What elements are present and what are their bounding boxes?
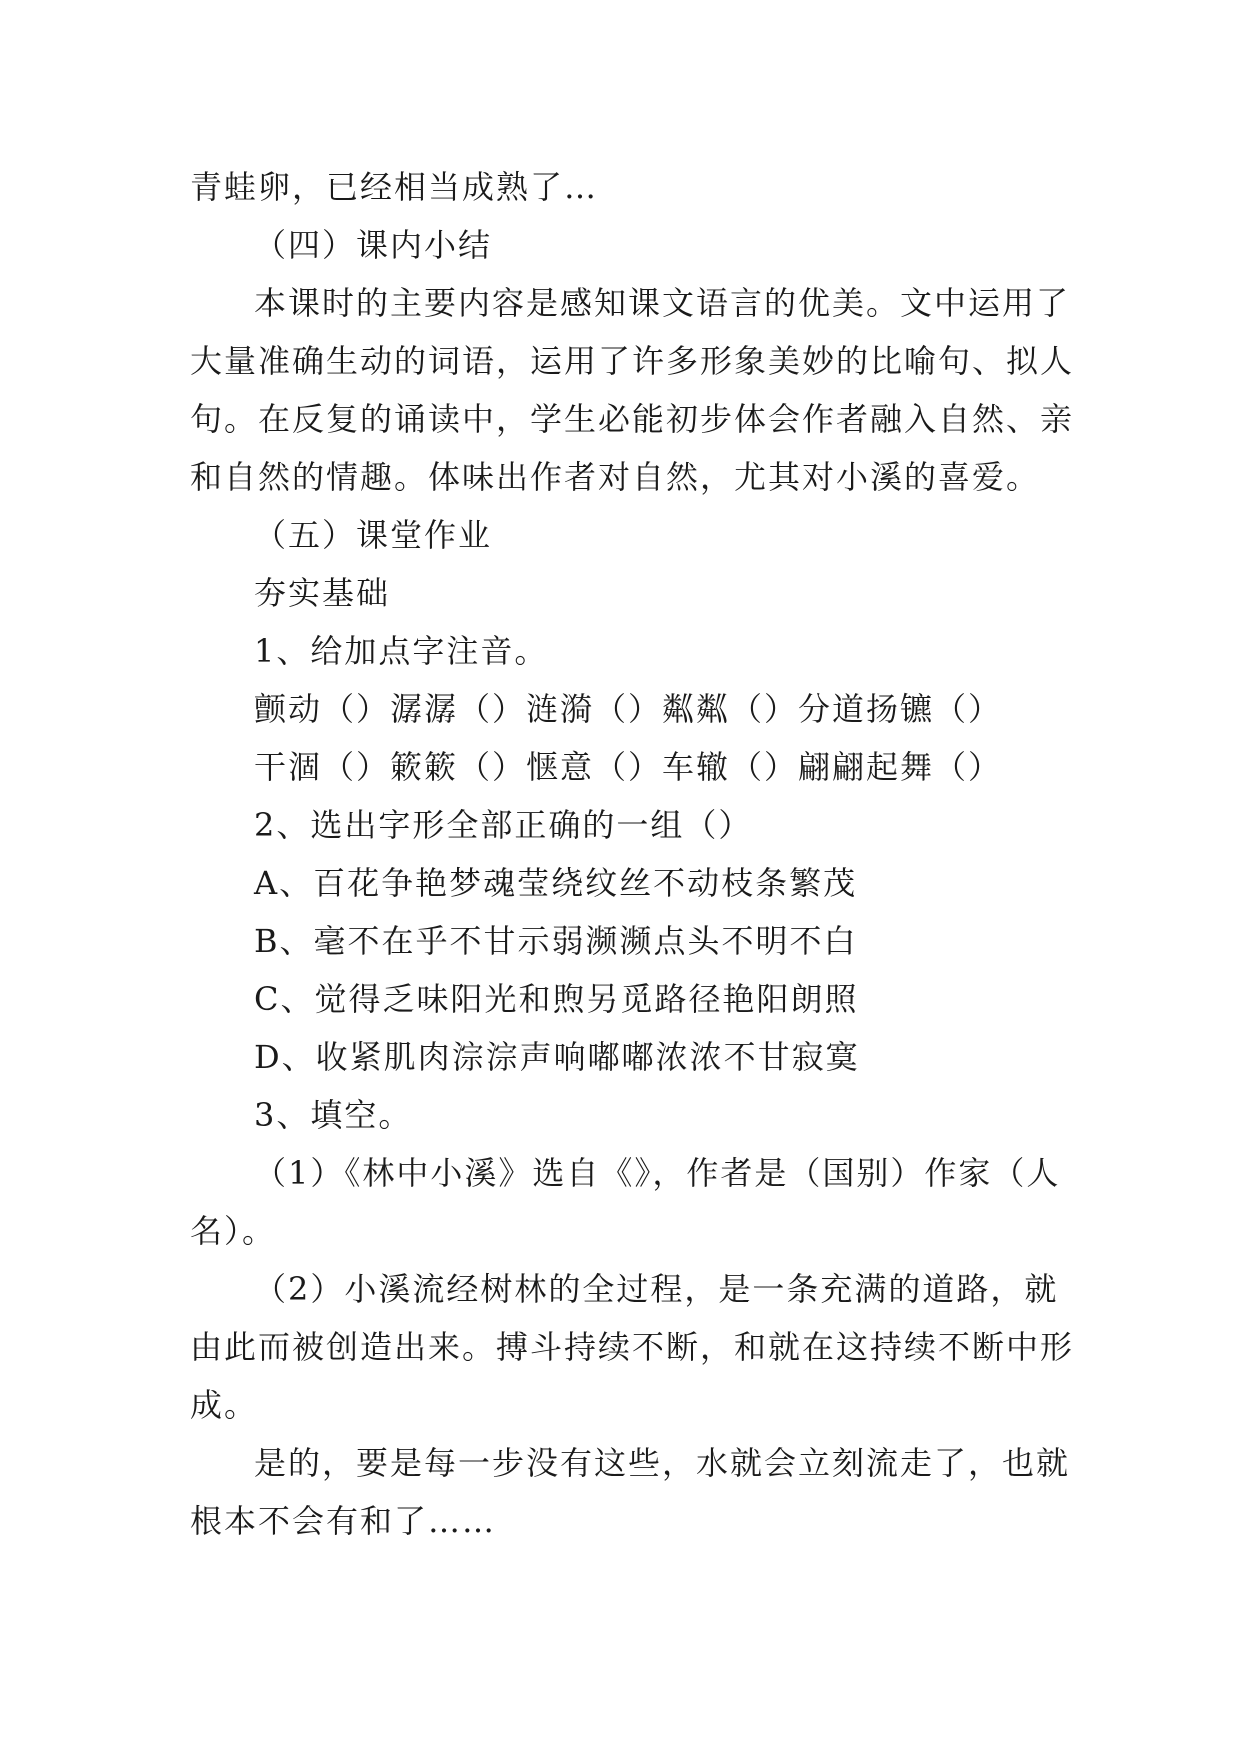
- text-line: B、毫不在乎不甘示弱濒濒点头不明不白: [254, 922, 858, 960]
- text-line: D、收紧肌肉淙淙声响嘟嘟浓浓不甘寂寞: [254, 1038, 860, 1076]
- text-line: A、百花争艳梦魂莹绕纹丝不动枝条繁茂: [254, 864, 858, 902]
- text-line: 本课时的主要内容是感知课文语言的优美。文中运用了: [254, 284, 1071, 322]
- text-line: C、觉得乏味阳光和煦另觅路径艳阳朗照: [254, 980, 859, 1018]
- text-line: 1、给加点字注音。: [254, 632, 549, 670]
- text-line: 大量准确生动的词语，运用了许多形象美妙的比喻句、拟人: [190, 342, 1075, 380]
- text-line: 干涸（）簌簌（）惬意（）车辙（）翩翩起舞（）: [254, 748, 1003, 786]
- text-line: （四）课内小结: [254, 226, 493, 264]
- text-line: （1）《林中小溪》选自《》，作者是（国别）作家（人: [254, 1154, 1061, 1192]
- text-line: 青蛙卵，已经相当成熟了…: [190, 168, 599, 206]
- text-line: 3、填空。: [254, 1096, 413, 1134]
- text-line: 颤动（）潺潺（）涟漪（）粼粼（）分道扬镳（）: [254, 690, 1003, 728]
- text-line: 和自然的情趣。体味出作者对自然，尤其对小溪的喜爱。: [190, 458, 1041, 496]
- text-line: 是的，要是每一步没有这些，水就会立刻流走了，也就: [254, 1444, 1071, 1482]
- text-line: 成。: [190, 1386, 259, 1424]
- document-body: [190, 158, 1075, 1550]
- text-line: 句。在反复的诵读中，学生必能初步体会作者融入自然、亲: [190, 400, 1075, 438]
- text-line: 2、选出字形全部正确的一组（）: [254, 806, 753, 844]
- text-line: 名）。: [190, 1212, 277, 1250]
- text-line: 夯实基础: [254, 574, 391, 612]
- text-line: （五）课堂作业: [254, 516, 493, 554]
- text-line: 由此而被创造出来。搏斗持续不断，和就在这持续不断中形: [190, 1328, 1075, 1366]
- text-line: （2）小溪流经树林的全过程，是一条充满的道路，就: [254, 1270, 1059, 1308]
- text-line: 根本不会有和了……: [190, 1502, 497, 1540]
